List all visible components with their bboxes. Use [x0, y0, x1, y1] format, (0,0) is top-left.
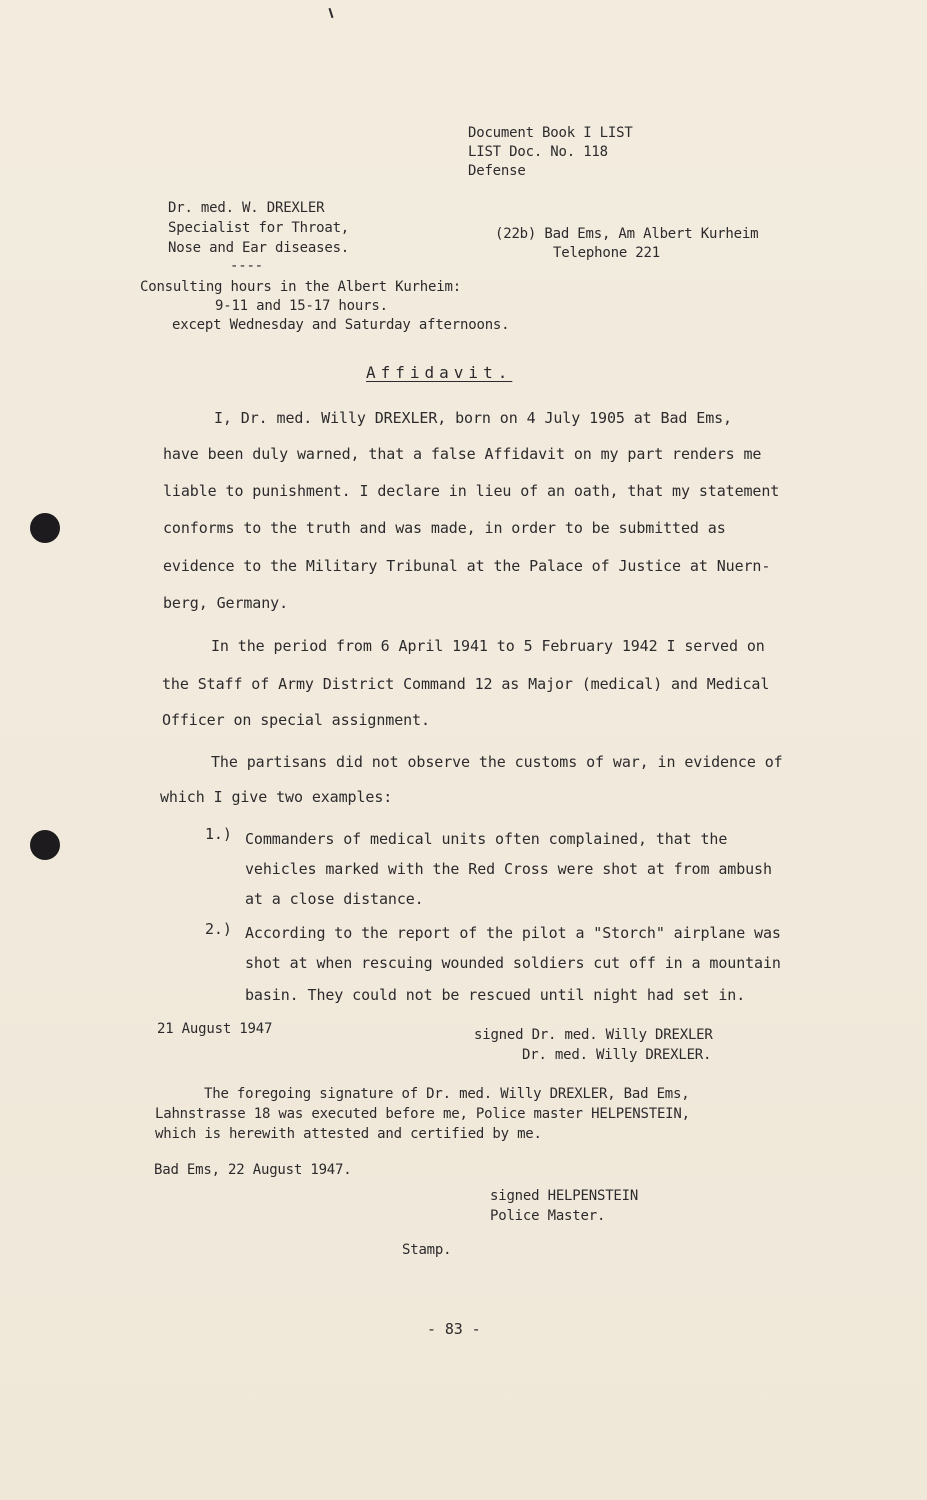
scan-mark: [329, 8, 334, 18]
consulting-hours-1: Consulting hours in the Albert Kurheim:: [140, 279, 461, 295]
example1-line1: Commanders of medical units often complained, that the: [245, 830, 728, 848]
example2-number: 2.): [205, 920, 232, 938]
page-number: - 83 -: [427, 1320, 481, 1338]
para1-line1: I, Dr. med. Willy DREXLER, born on 4 July 1905 at Bad Ems,: [214, 409, 732, 427]
example2-line2: shot at when rescuing wounded soldiers cut off in a mountain: [245, 954, 781, 972]
para1-line2: have been duly warned, that a false Affidavit on my part renders me: [163, 445, 762, 463]
para1-line6: berg, Germany.: [163, 594, 289, 612]
doc-reference-line3: Defense: [468, 163, 526, 179]
signature-name: Dr. med. Willy DREXLER.: [522, 1047, 712, 1063]
attestation-signed: signed HELPENSTEIN: [490, 1188, 639, 1204]
stamp-note: Stamp.: [402, 1242, 452, 1258]
document-title: Affidavit.: [366, 363, 513, 382]
attestation-place-date: Bad Ems, 22 August 1947.: [154, 1162, 352, 1178]
attestation-line2: Lahnstrasse 18 was executed before me, Police master HELPENSTEIN,: [155, 1106, 690, 1122]
example1-line3: at a close distance.: [245, 890, 424, 908]
example1-number: 1.): [205, 825, 232, 843]
letterhead-address: (22b) Bad Ems, Am Albert Kurheim: [495, 226, 759, 242]
para2-line3: Officer on special assignment.: [162, 711, 430, 729]
para3-line1: The partisans did not observe the customs of war, in evidence of: [211, 753, 783, 771]
letterhead-telephone: Telephone 221: [553, 245, 660, 261]
punch-hole-upper: [30, 513, 60, 543]
letterhead-name: Dr. med. W. DREXLER: [168, 200, 325, 216]
example1-line2: vehicles marked with the Red Cross were shot at from ambush: [245, 860, 772, 878]
para1-line3: liable to punishment. I declare in lieu of an oath, that my statement: [163, 482, 780, 500]
punch-hole-lower: [30, 830, 60, 860]
example2-line1: According to the report of the pilot a "Storch" airplane was: [245, 924, 781, 942]
letterhead-specialty-2: Nose and Ear diseases.: [168, 240, 350, 256]
attestation-line3: which is herewith attested and certified by me.: [155, 1126, 542, 1142]
para1-line4: conforms to the truth and was made, in order to be submitted as: [163, 519, 726, 537]
doc-reference-line1: Document Book I LIST: [468, 125, 633, 141]
letterhead-specialty-1: Specialist for Throat,: [168, 220, 350, 236]
consulting-hours-2: 9-11 and 15-17 hours.: [215, 298, 388, 314]
para3-line2: which I give two examples:: [160, 788, 393, 806]
signature-date: 21 August 1947: [157, 1021, 273, 1037]
letterhead-separator: ----: [230, 258, 263, 274]
doc-reference-line2: LIST Doc. No. 118: [468, 144, 608, 160]
attestation-title: Police Master.: [490, 1208, 606, 1224]
consulting-hours-3: except Wednesday and Saturday afternoons.: [172, 317, 510, 333]
para2-line2: the Staff of Army District Command 12 as Major (medical) and Medical: [162, 675, 770, 693]
attestation-line1: The foregoing signature of Dr. med. Willy DREXLER, Bad Ems,: [204, 1086, 690, 1102]
para1-line5: evidence to the Military Tribunal at the Palace of Justice at Nuern-: [163, 557, 771, 575]
signed-line: signed Dr. med. Willy DREXLER: [474, 1027, 713, 1043]
example2-line3: basin. They could not be rescued until night had set in.: [245, 986, 746, 1004]
para2-line1: In the period from 6 April 1941 to 5 February 1942 I served on: [211, 637, 765, 655]
